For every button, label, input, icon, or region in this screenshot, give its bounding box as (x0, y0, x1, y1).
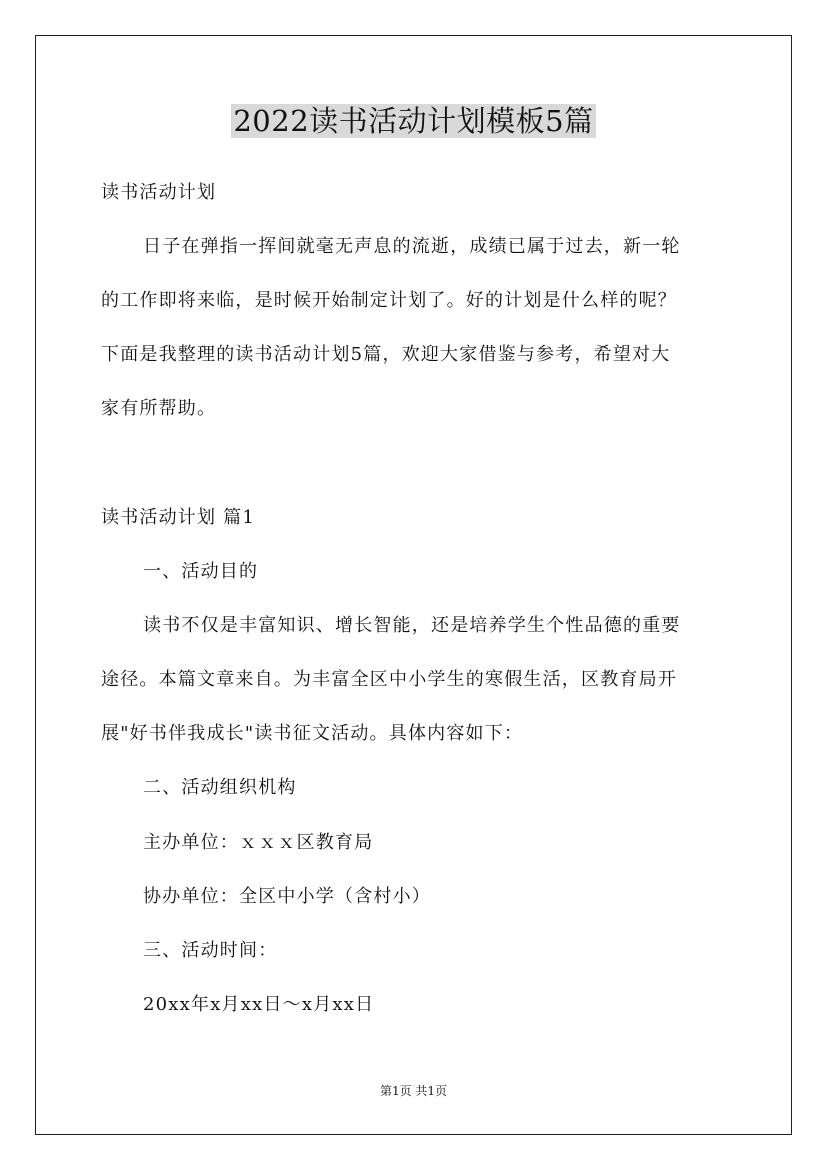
intro-line: 家有所帮助。 (101, 398, 217, 419)
section1-line: 一、活动目的 (143, 561, 259, 582)
section1-line: 三、活动时间： (143, 940, 278, 961)
section1-line: 二、活动组织机构 (143, 777, 297, 798)
section1-line: 展"好书伴我成长"读书征文活动。具体内容如下： (101, 723, 524, 744)
section1-line: 读书不仅是丰富知识、增长智能，还是培养学生个性品德的重要 (143, 615, 681, 636)
intro-line: 日子在弹指一挥间就毫无声息的流逝，成绩已属于过去，新一轮 (143, 236, 681, 257)
intro-line: 的工作即将来临，是时候开始制定计划了。好的计划是什么样的呢？ (101, 290, 677, 311)
document-title (0, 100, 827, 142)
section1-line: 途径。本篇文章来自。为丰富全区中小学生的寒假生活，区教育局开 (101, 669, 677, 690)
section1-heading: 读书活动计划 篇1 (101, 507, 255, 528)
page-footer (0, 1083, 827, 1099)
intro-line: 下面是我整理的读书活动计划5篇，欢迎大家借鉴与参考，希望对大 (101, 344, 671, 365)
section1-line: 20xx年x月xx日～x月xx日 (143, 994, 375, 1015)
section1-line: 协办单位：全区中小学（含村小） (143, 886, 431, 907)
page-number: 第1页 共1页 (379, 1084, 448, 1098)
intro-heading: 读书活动计划 (101, 182, 217, 203)
document-title-text: 2022读书活动计划模板5篇 (233, 104, 594, 138)
section1-line: 主办单位：ｘｘｘ区教育局 (143, 832, 374, 853)
